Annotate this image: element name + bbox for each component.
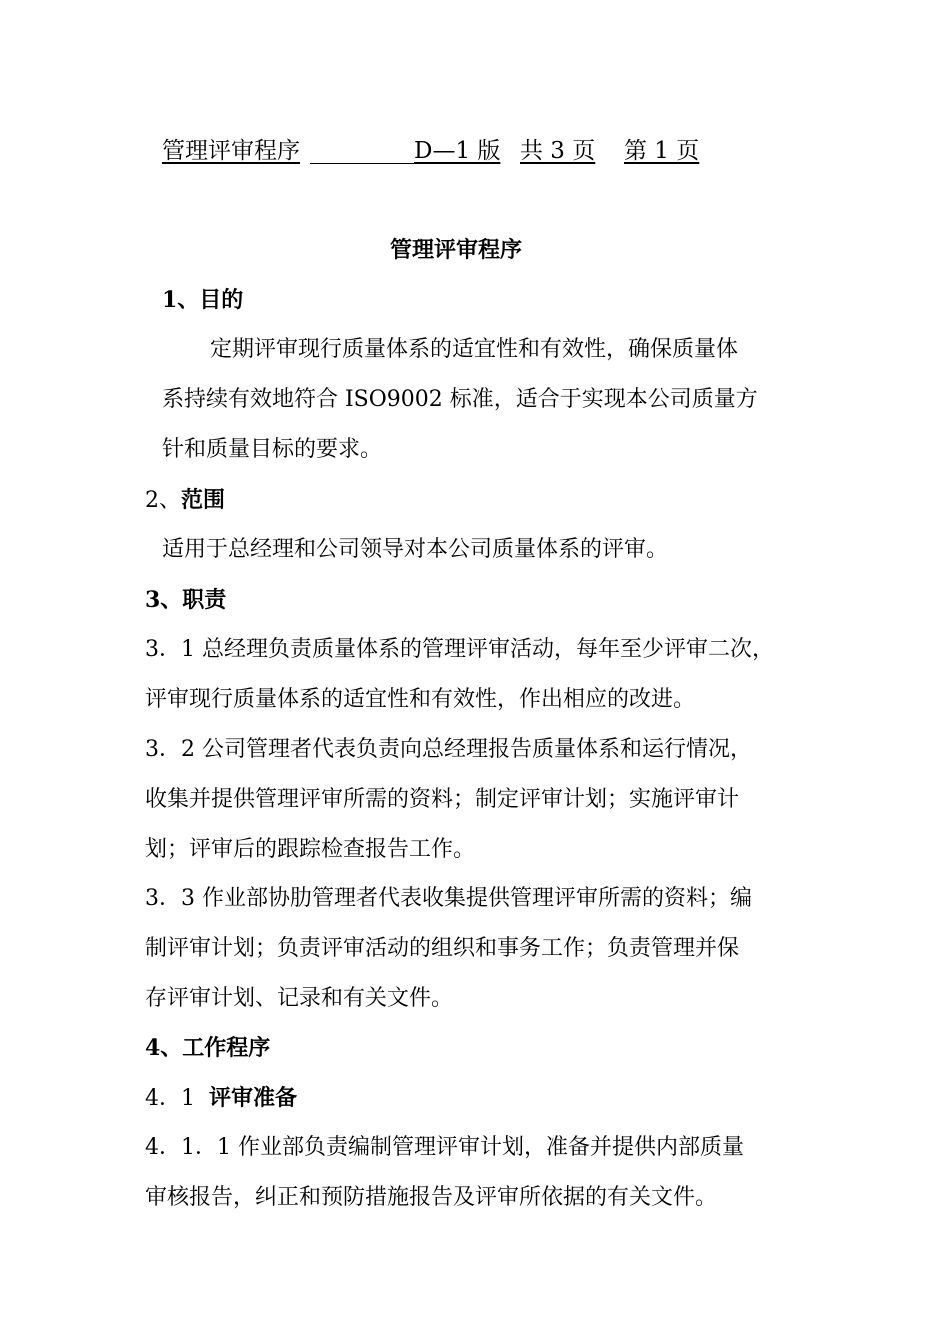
section-1-text: 定期评审现行质量体系的适宜性和有效性，确保质量体 xyxy=(210,337,739,362)
section-1-text: 针和质量目标的要求。 xyxy=(162,437,383,462)
clause-4-1-number: 4．1 xyxy=(145,1086,195,1111)
header-doc-name: 管理评审程序 xyxy=(162,138,300,164)
section-4-heading: 4、工作程序 xyxy=(145,1035,271,1061)
header-page-number: 第 1 页 xyxy=(624,138,700,164)
clause-4-1-1-text: 审核报告，纠正和预防措施报告及评审所依据的有关文件。 xyxy=(145,1185,718,1210)
clause-3-2-text: 3．2 公司管理者代表负责向总经理报告质量体系和运行情况， xyxy=(145,737,752,762)
clause-3-3-text: 存评审计划、记录和有关文件。 xyxy=(145,986,454,1011)
clause-4-1-heading xyxy=(145,1081,297,1116)
clause-3-1-text: 评审现行质量体系的适宜性和有效性，作出相应的改进。 xyxy=(145,687,696,712)
section-2-heading-text: 范围 xyxy=(181,487,226,513)
clause-3-3-text: 3．3 作业部协肋管理者代表收集提供管理评审所需的资料；编 xyxy=(145,886,752,911)
section-2-text: 适用于总经理和公司领导对本公司质量体系的评审。 xyxy=(162,537,669,562)
clause-4-1-1-text: 4．1．1 作业部负责编制管理评审计划，准备并提供内部质量 xyxy=(145,1135,744,1160)
section-1-heading: 1、目的 xyxy=(162,287,244,313)
clause-4-1-title: 评审准备 xyxy=(209,1085,298,1111)
page-header xyxy=(162,134,702,168)
clause-3-1-text: 3．1 总经理负责质量体系的管理评审活动，每年至少评审二次， xyxy=(145,637,774,662)
header-underline xyxy=(310,163,414,164)
clause-3-3-text: 制评审计划；负责评审活动的组织和事务工作；负责管理并保 xyxy=(145,936,740,961)
section-3-heading: 3、职责 xyxy=(145,587,227,613)
section-2-heading xyxy=(145,483,225,518)
clause-3-2-text: 收集并提供管理评审所需的资料；制定评审计划；实施评审计 xyxy=(145,787,740,812)
section-1-text: 系持续有效地符合 ISO9002 标准，适合于实现本公司质量方 xyxy=(162,387,758,412)
document-title: 管理评审程序 xyxy=(389,237,522,263)
header-version: D—1 版 xyxy=(414,138,501,164)
clause-3-2-text: 划；评审后的跟踪检查报告工作。 xyxy=(145,837,476,862)
section-2-heading-number: 2、 xyxy=(145,488,181,513)
header-total-pages: 共 3 页 xyxy=(520,138,596,164)
